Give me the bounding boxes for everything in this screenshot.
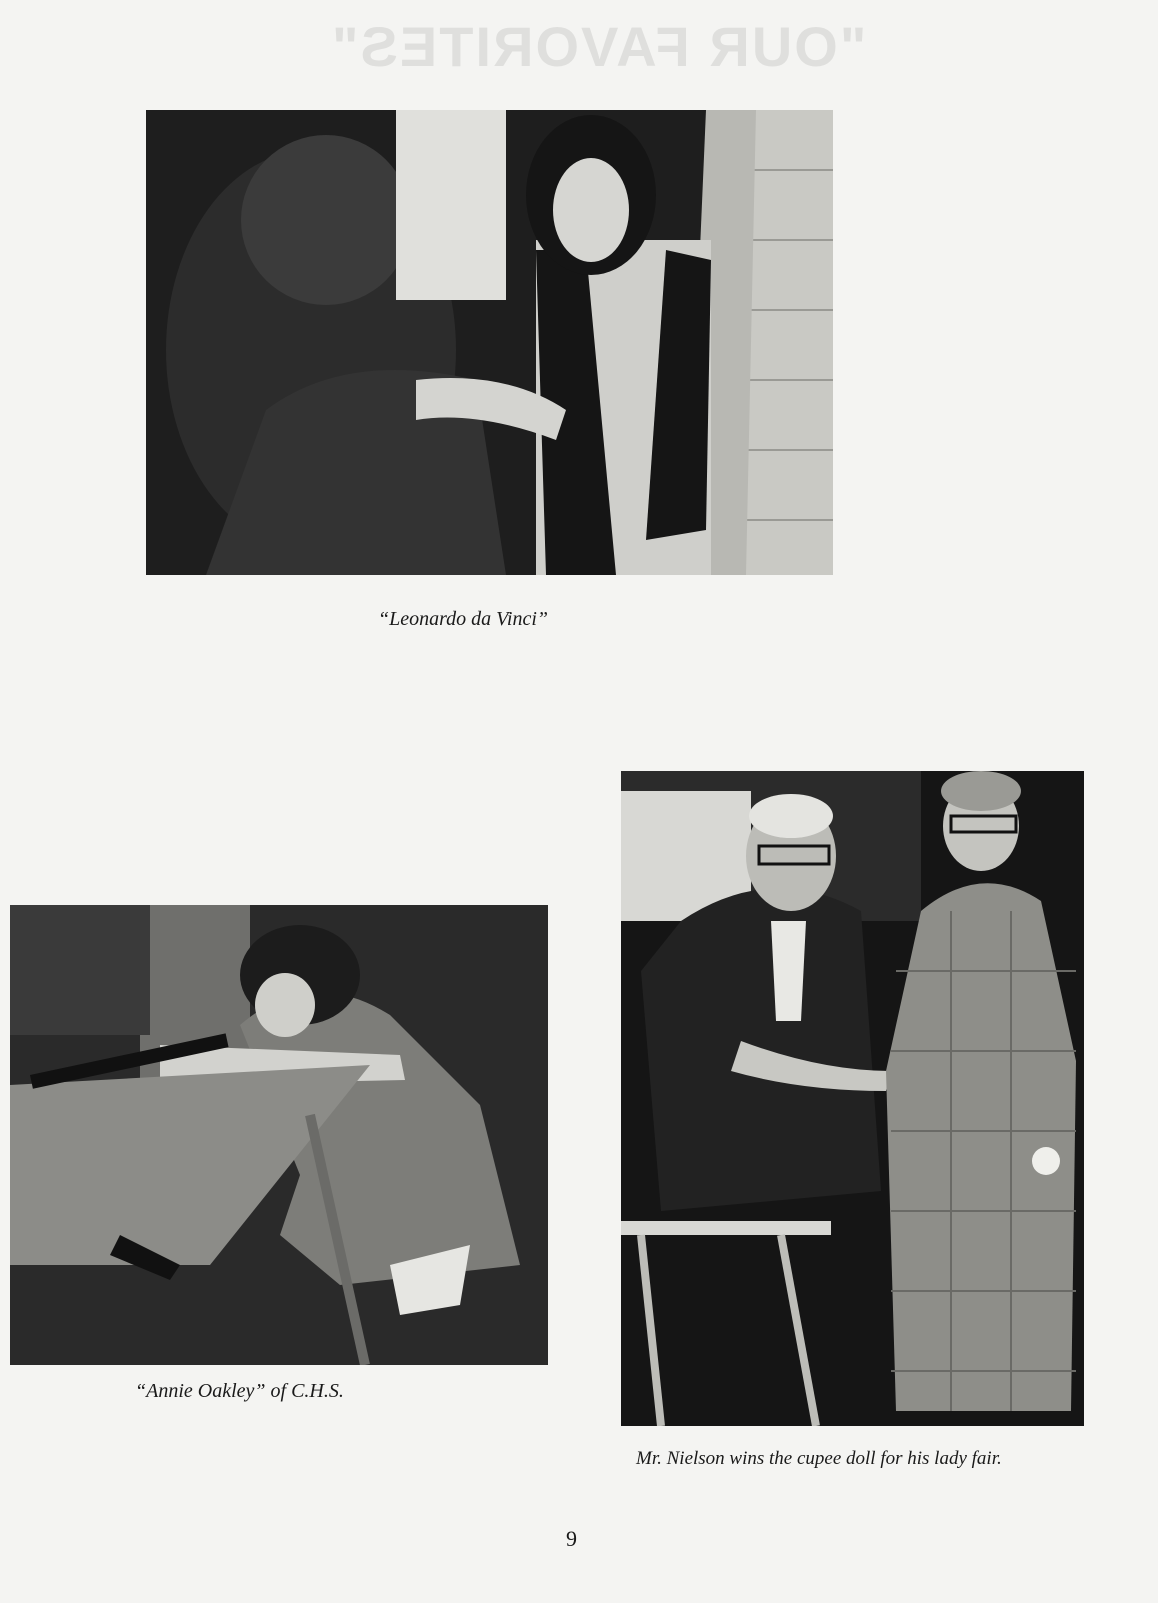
caption-leonardo-da-vinci: “Leonardo da Vinci” [378, 608, 549, 630]
photo-annie-oakley [10, 905, 548, 1365]
photo-mr-nielson [621, 771, 1084, 1426]
photo-face-painting [146, 110, 833, 575]
page-number: 9 [566, 1526, 577, 1551]
bleed-through-heading: "OUR FAVORITES" [330, 15, 867, 78]
caption-annie-oakley: “Annie Oakley” of C.H.S. [135, 1380, 344, 1402]
face-painting-image [146, 110, 833, 575]
annie-oakley-image [10, 905, 548, 1365]
mr-nielson-image [621, 771, 1084, 1426]
caption-mr-nielson: Mr. Nielson wins the cupee doll for his lady fair. [636, 1448, 1002, 1469]
